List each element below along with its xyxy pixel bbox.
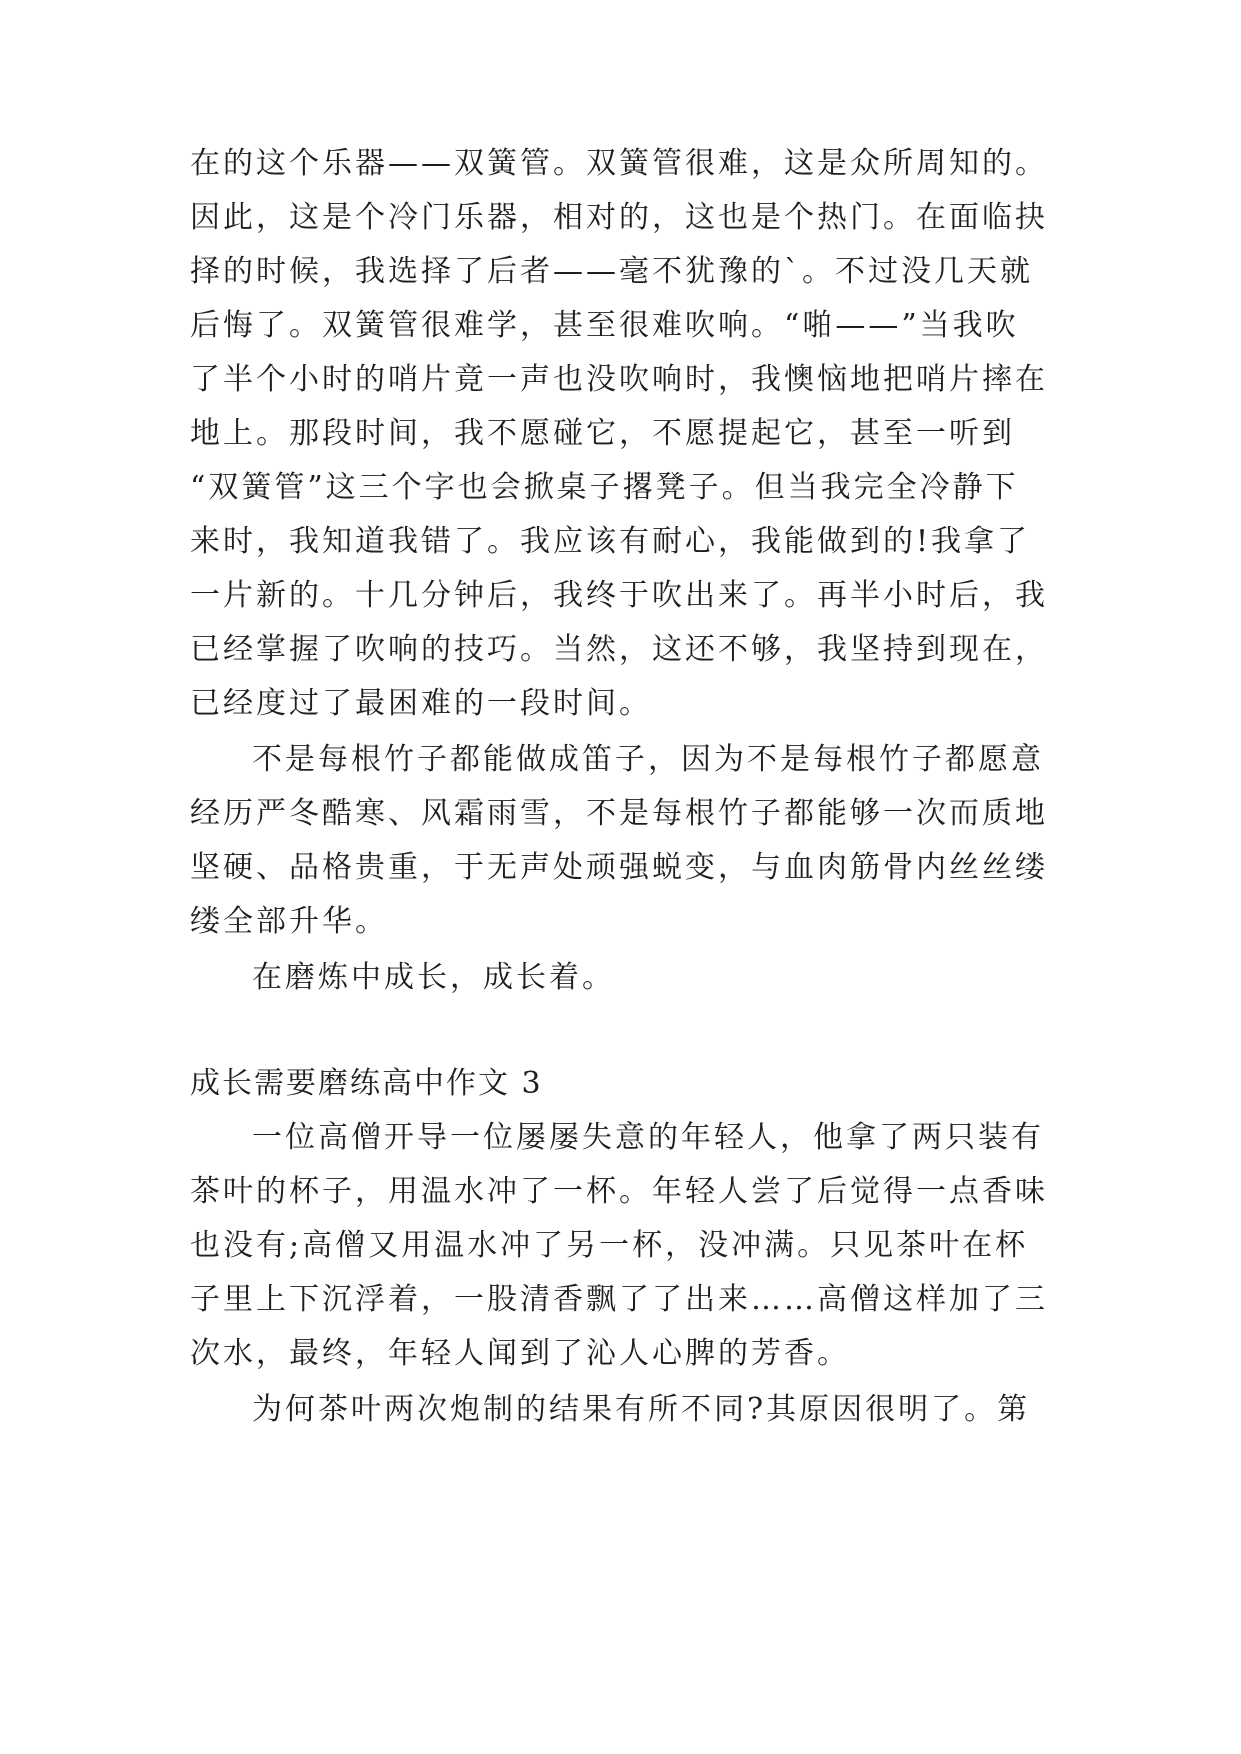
text-line: 子里上下沉浮着，一股清香飘了了出来……高僧这样加了三	[190, 1282, 1048, 1317]
text-line: 了半个小时的哨片竟一声也没吹响时，我懊恼地把哨片摔在	[190, 362, 1048, 397]
text-line: 地上。那段时间，我不愿碰它，不愿提起它，甚至一听到	[190, 416, 1015, 451]
text-line: 在磨炼中成长，成长着。	[252, 960, 615, 995]
text-line: 为何茶叶两次炮制的结果有所不同?其原因很明了。第	[252, 1392, 1031, 1427]
text-line: 经历严冬酷寒、风霜雨雪，不是每根竹子都能够一次而质地	[190, 796, 1048, 831]
text-line: 因此，这是个冷门乐器，相对的，这也是个热门。在面临抉	[190, 200, 1048, 235]
text-line: “双簧管”这三个字也会掀桌子撂凳子。但当我完全冷静下	[190, 470, 1019, 505]
text-line: 坚硬、品格贵重，于无声处顽强蜕变，与血肉筋骨内丝丝缕	[190, 850, 1048, 885]
text-line: 在的这个乐器——双簧管。双簧管很难，这是众所周知的。	[190, 146, 1048, 181]
text-line: 已经度过了最困难的一段时间。	[190, 686, 652, 721]
text-line: 茶叶的杯子，用温水冲了一杯。年轻人尝了后觉得一点香味	[190, 1174, 1048, 1209]
text-line: 也没有;高僧又用温水冲了另一杯，没冲满。只见茶叶在杯	[190, 1228, 1029, 1263]
text-line: 不是每根竹子都能做成笛子，因为不是每根竹子都愿意	[252, 742, 1044, 777]
text-line: 择的时候，我选择了后者——毫不犹豫的`。不过没几天就	[190, 254, 1033, 289]
text-line: 来时，我知道我错了。我应该有耐心，我能做到的!我拿了	[190, 524, 1031, 559]
text-line: 次水，最终，年轻人闻到了沁人心脾的芳香。	[190, 1336, 850, 1371]
section-title: 成长需要磨练高中作文 3	[190, 1066, 543, 1101]
text-line: 已经掌握了吹响的技巧。当然，这还不够，我坚持到现在，	[190, 632, 1048, 667]
text-line: 一片新的。十几分钟后，我终于吹出来了。再半小时后，我	[190, 578, 1048, 613]
text-line: 缕全部升华。	[190, 904, 388, 939]
text-line: 一位高僧开导一位屡屡失意的年轻人，他拿了两只装有	[252, 1120, 1044, 1155]
text-line: 后悔了。双簧管很难学，甚至很难吹响。“啪——”当我吹	[190, 308, 1019, 343]
